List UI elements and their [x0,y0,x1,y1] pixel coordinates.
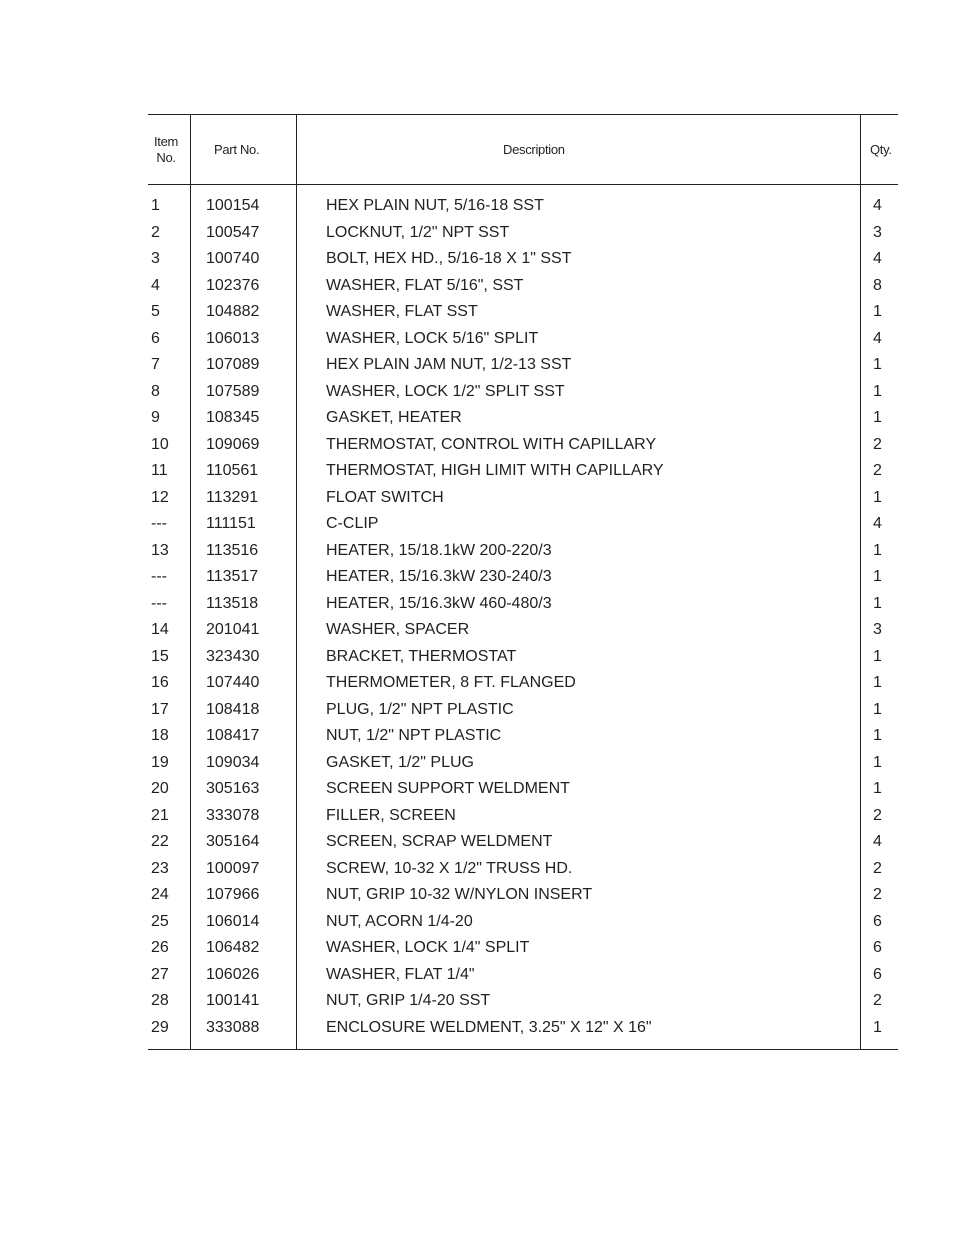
description-cell: FLOAT SWITCH [326,488,444,506]
header-description: Description [503,141,565,157]
table-row [148,299,898,326]
qty-cell: 1 [873,594,882,612]
item-no-cell: 1 [151,197,160,214]
table-row [148,1015,898,1042]
item-no-cell: 18 [151,727,169,744]
item-no-cell: --- [151,515,167,532]
table-row [148,697,898,724]
table-row [148,511,898,538]
header-item-no [154,115,190,184]
qty-cell: 2 [873,886,882,903]
table-row [148,803,898,830]
qty-cell: 1 [873,409,882,426]
table-row [148,829,898,856]
qty-cell: 1 [873,647,882,665]
table-row [148,564,898,591]
table-body [148,185,898,1049]
part-no-cell: 100097 [206,859,260,877]
description-cell: GASKET, HEATER [326,409,462,426]
qty-cell: 4 [873,833,882,850]
table-row [148,750,898,777]
header-item-line2: No. [156,149,176,165]
item-no-cell: 6 [151,329,160,347]
qty-cell: 4 [873,329,882,347]
item-no-cell: 13 [151,541,169,559]
table-row [148,458,898,485]
item-no-cell: 24 [151,886,169,903]
qty-cell: 8 [873,276,882,294]
item-no-cell: 9 [151,409,160,426]
item-no-cell: 7 [151,356,160,373]
qty-cell: 2 [873,859,882,877]
header-part-no: Part No. [214,141,260,157]
item-no-cell: 26 [151,939,169,956]
part-no-cell: 333088 [206,1018,260,1036]
qty-cell: 2 [873,462,882,479]
description-cell: HEATER, 15/16.3kW 230-240/3 [326,568,552,585]
description-cell: WASHER, LOCK 1/2" SPLIT SST [326,382,565,400]
item-no-cell: 20 [151,780,169,797]
item-no-cell: 29 [151,1018,169,1036]
item-no-cell: 23 [151,859,169,877]
item-no-cell: 5 [151,303,160,320]
part-no-cell: 109034 [206,753,260,771]
table-row [148,962,898,989]
description-cell: HEX PLAIN JAM NUT, 1/2-13 SST [326,356,572,373]
part-no-cell: 108417 [206,727,260,744]
part-no-cell: 305164 [206,833,260,850]
table-row [148,273,898,300]
table-row [148,326,898,353]
item-no-cell: 2 [151,223,160,241]
table-row [148,379,898,406]
description-cell: NUT, 1/2" NPT PLASTIC [326,727,502,744]
part-no-cell: 201041 [206,621,260,638]
qty-cell: 1 [873,488,882,506]
part-no-cell: 305163 [206,780,260,797]
part-no-cell: 108418 [206,700,260,718]
qty-cell: 1 [873,568,882,585]
qty-cell: 6 [873,939,882,956]
part-no-cell: 113518 [206,594,259,612]
part-no-cell: 333078 [206,806,260,824]
description-cell: NUT, GRIP 1/4-20 SST [326,992,491,1009]
item-no-cell: 19 [151,753,169,771]
description-cell: WASHER, LOCK 5/16" SPLIT [326,329,539,347]
qty-cell: 1 [873,541,882,559]
part-no-cell: 111151 [206,515,256,532]
description-cell: FILLER, SCREEN [326,806,456,824]
qty-cell: 1 [873,1018,882,1036]
item-no-cell: 22 [151,833,169,850]
part-no-cell: 106014 [206,912,260,930]
qty-cell: 1 [873,356,882,373]
table-row [148,776,898,803]
qty-cell: 1 [873,674,882,691]
part-no-cell: 109069 [206,435,260,453]
table-row [148,617,898,644]
description-cell: WASHER, SPACER [326,621,470,638]
part-no-cell: 104882 [206,303,260,320]
qty-cell: 2 [873,806,882,824]
item-no-cell: 8 [151,382,160,400]
item-no-cell: --- [151,594,167,612]
table-row [148,909,898,936]
table-header [148,115,898,185]
description-cell: NUT, ACORN 1/4-20 [326,912,473,930]
part-no-cell: 100141 [206,992,260,1009]
part-no-cell: 102376 [206,276,260,294]
item-no-cell: 10 [151,435,169,453]
description-cell: LOCKNUT, 1/2" NPT SST [326,223,510,241]
table-row [148,432,898,459]
item-no-cell: --- [151,568,167,585]
table-row [148,220,898,247]
table-row [148,723,898,750]
qty-cell: 2 [873,435,882,453]
qty-cell: 3 [873,223,882,241]
description-cell: PLUG, 1/2" NPT PLASTIC [326,700,514,718]
description-cell: WASHER, FLAT 1/4" [326,965,475,983]
part-no-cell: 107440 [206,674,260,691]
header-item-line1: Item [154,133,179,149]
qty-cell: 1 [873,303,882,320]
table-row [148,591,898,618]
description-cell: HEATER, 15/16.3kW 460-480/3 [326,594,552,612]
table-row [148,644,898,671]
table-row [148,882,898,909]
header-qty: Qty. [870,141,892,157]
description-cell: NUT, GRIP 10-32 W/NYLON INSERT [326,886,593,903]
table-row [148,193,898,220]
table-row [148,988,898,1015]
table-row [148,538,898,565]
part-no-cell: 107589 [206,382,260,400]
qty-cell: 1 [873,780,882,797]
parts-table [148,114,898,1050]
item-no-cell: 11 [151,462,168,479]
table-row [148,856,898,883]
part-no-cell: 113517 [206,568,259,585]
description-cell: WASHER, FLAT SST [326,303,478,320]
item-no-cell: 25 [151,912,169,930]
qty-cell: 2 [873,992,882,1009]
item-no-cell: 27 [151,965,169,983]
part-no-cell: 323430 [206,647,260,665]
item-no-cell: 4 [151,276,160,294]
part-no-cell: 100547 [206,223,260,241]
table-row [148,405,898,432]
qty-cell: 1 [873,753,882,771]
table-row [148,485,898,512]
table-row [148,670,898,697]
item-no-cell: 17 [151,700,169,718]
table-row [148,246,898,273]
part-no-cell: 113291 [206,488,259,506]
description-cell: THERMOSTAT, CONTROL WITH CAPILLARY [326,435,657,453]
description-cell: SCREEN SUPPORT WELDMENT [326,780,570,797]
description-cell: SCREW, 10-32 X 1/2" TRUSS HD. [326,859,573,877]
description-cell: SCREEN, SCRAP WELDMENT [326,833,553,850]
qty-cell: 6 [873,912,882,930]
qty-cell: 1 [873,727,882,744]
part-no-cell: 107089 [206,356,260,373]
part-no-cell: 100740 [206,250,260,267]
part-no-cell: 107966 [206,886,260,903]
item-no-cell: 16 [151,674,169,691]
description-cell: WASHER, LOCK 1/4" SPLIT [326,939,530,956]
item-no-cell: 12 [151,488,169,506]
description-cell: THERMOSTAT, HIGH LIMIT WITH CAPILLARY [326,462,664,479]
description-cell: GASKET, 1/2" PLUG [326,753,474,771]
part-no-cell: 108345 [206,409,260,426]
description-cell: WASHER, FLAT 5/16", SST [326,276,524,294]
table-row [148,935,898,962]
part-no-cell: 106026 [206,965,260,983]
description-cell: ENCLOSURE WELDMENT, 3.25" X 12" X 16" [326,1018,652,1036]
qty-cell: 4 [873,250,882,267]
part-no-cell: 106013 [206,329,260,347]
part-no-cell: 110561 [206,462,259,479]
qty-cell: 1 [873,700,882,718]
qty-cell: 6 [873,965,882,983]
item-no-cell: 3 [151,250,160,267]
description-cell: BOLT, HEX HD., 5/16-18 X 1" SST [326,250,572,267]
part-no-cell: 113516 [206,541,259,559]
qty-cell: 4 [873,515,882,532]
item-no-cell: 14 [151,621,169,638]
description-cell: HEATER, 15/18.1kW 200-220/3 [326,541,552,559]
qty-cell: 4 [873,197,882,214]
description-cell: THERMOMETER, 8 FT. FLANGED [326,674,576,691]
qty-cell: 3 [873,621,882,638]
description-cell: C-CLIP [326,515,379,532]
qty-cell: 1 [873,382,882,400]
item-no-cell: 28 [151,992,169,1009]
part-no-cell: 100154 [206,197,260,214]
table-row [148,352,898,379]
description-cell: BRACKET, THERMOSTAT [326,647,517,665]
item-no-cell: 21 [151,806,169,824]
item-no-cell: 15 [151,647,169,665]
part-no-cell: 106482 [206,939,260,956]
description-cell: HEX PLAIN NUT, 5/16-18 SST [326,197,544,214]
